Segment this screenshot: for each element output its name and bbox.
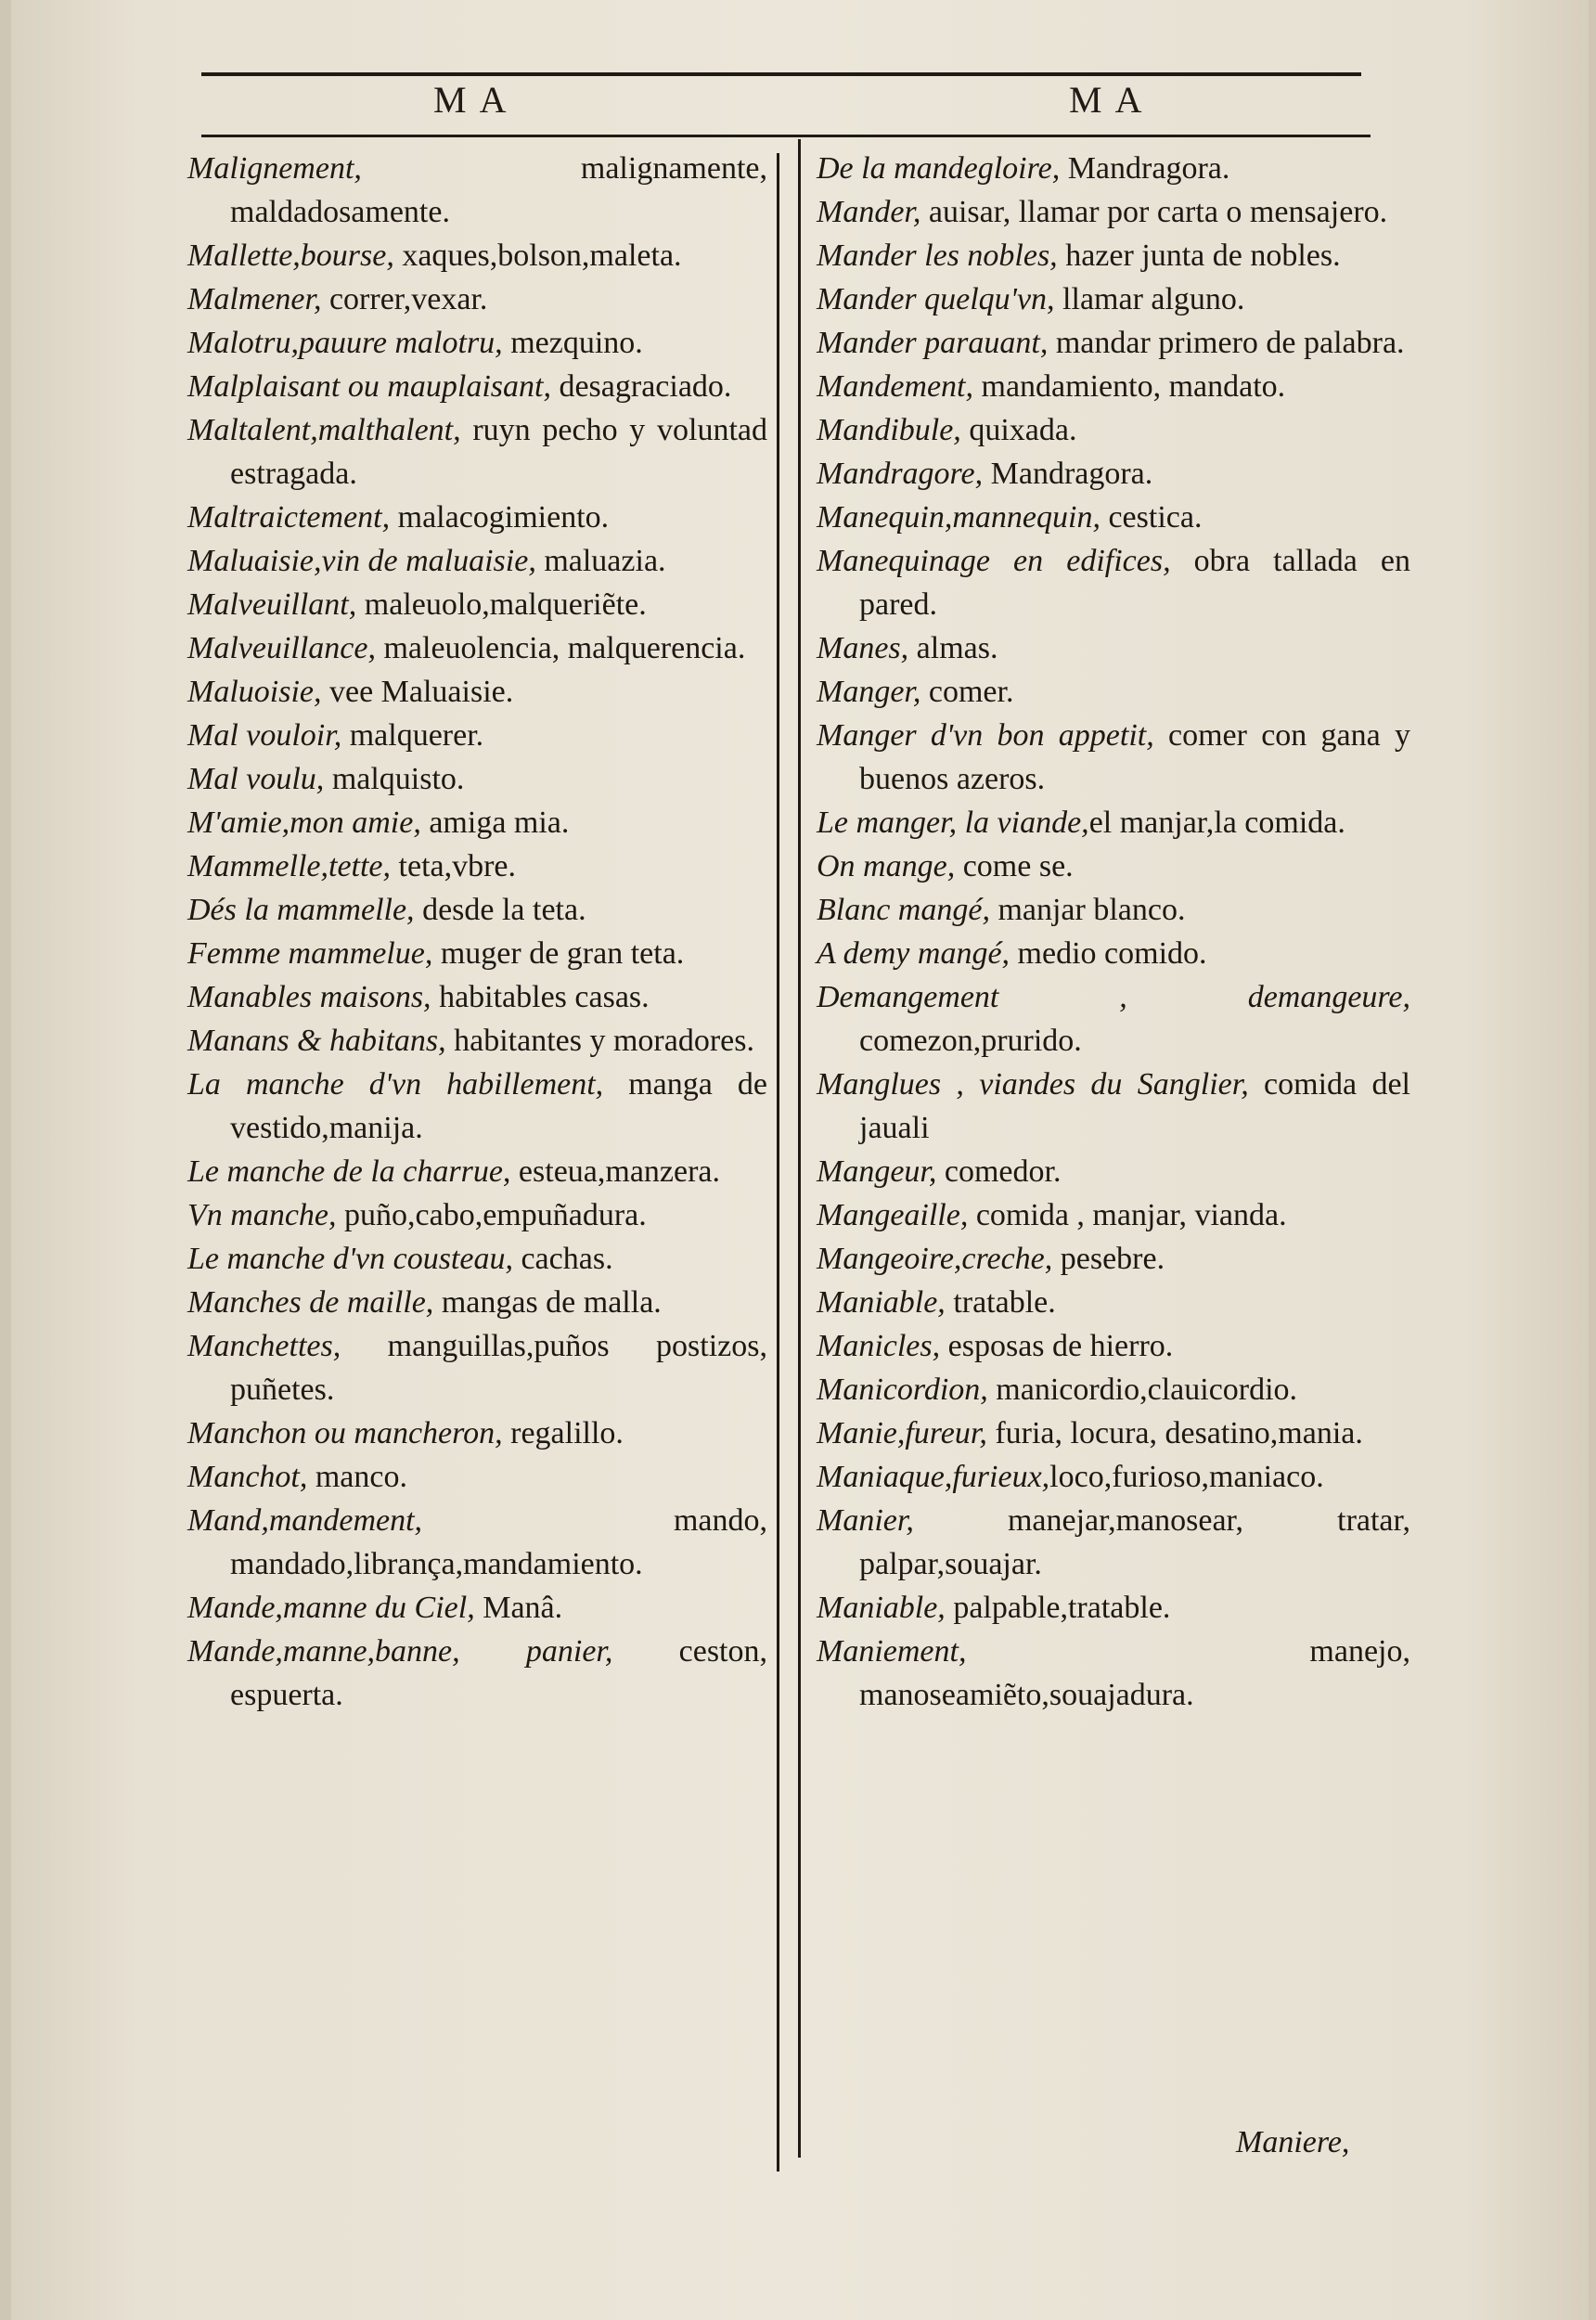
entry-headword: Mal voulu, [187,762,325,796]
dictionary-entry [817,1368,1410,1411]
dictionary-entry [187,539,767,583]
entry-headword: Manger d'vn bon appetit, [817,718,1154,753]
entry-headword: Manequin,mannequin, [817,500,1100,535]
entry-headword: Malplaisant ou mauplaisant, [187,369,551,404]
entry-headword: Mangeoire,creche, [817,1242,1053,1276]
entry-definition: comida del jauali [859,1067,1410,1145]
entry-definition: maleuolo,malqueriẽte. [356,587,647,622]
dictionary-entry [187,1150,767,1193]
entry-definition: obra tallada en pared. [859,544,1410,622]
entry-definition: manejar,manosear, tratar, palpar,souajar. [859,1503,1410,1581]
entry-headword: Malotru,pauure malotru, [187,326,503,360]
dictionary-entry [187,1324,767,1411]
entry-definition: teta,vbre. [391,849,517,883]
entry-headword: Mander, [817,195,921,229]
entry-headword: Maniable, [817,1285,946,1320]
entry-headword: Mammelle,tette, [187,849,392,883]
entry-definition: quixada. [960,413,1077,447]
entry-headword: Maltraictement, [187,500,391,535]
entry-definition: cestica. [1100,500,1203,535]
dictionary-entry [187,1586,767,1630]
dictionary-entry [817,1193,1410,1237]
dictionary-entry [187,496,767,539]
dictionary-entry [817,626,1410,670]
entry-definition: esteua,manzera. [510,1154,721,1189]
entry-definition: habitantes y moradores. [445,1024,754,1058]
dictionary-entry [817,1063,1410,1150]
entry-definition: vee Maluaisie. [321,675,514,709]
entry-definition: mezquino. [502,326,643,360]
entry-headword: Blanc mangé, [817,893,990,927]
entry-headword: Mander les nobles, [817,238,1058,273]
entry-definition: xaques,bolson,maleta. [393,238,682,273]
dictionary-entry [187,844,767,888]
entry-definition: desagraciado. [550,369,732,404]
entry-headword: Mande,manne du Ciel, [187,1591,475,1625]
dictionary-entry [817,539,1410,626]
entry-headword: Maniable, [817,1591,946,1625]
entry-headword: Mal vouloir, [187,718,342,753]
dictionary-entry [187,1193,767,1237]
dictionary-entry [187,626,767,670]
dictionary-entry [187,757,767,801]
entry-headword: La manche d'vn habillement, [187,1067,604,1102]
entry-headword: Mallette,bourse, [187,238,394,273]
entry-definition: mando, mandado,librança,mandamiento. [230,1503,767,1581]
dictionary-entry [187,670,767,714]
dictionary-entry [817,365,1410,408]
entry-headword: Manables maisons, [187,980,431,1014]
entry-definition: almas. [908,631,998,665]
dictionary-entry [187,1063,767,1150]
entry-definition: tratable. [945,1285,1056,1320]
entry-headword: Demangement , demangeure, [817,980,1410,1014]
entry-definition: amiga mia. [420,806,570,840]
entry-headword: Manches de maille, [187,1285,434,1320]
dictionary-entry [187,1411,767,1455]
entry-headword: Mandement, [817,369,974,404]
header-rule [201,135,1371,137]
entry-definition: comedor. [936,1154,1062,1189]
dictionary-entry [187,583,767,626]
entry-definition: auisar, llamar por carta o mensajero. [920,195,1388,229]
entry-definition: palpable,tratable. [945,1591,1171,1625]
entry-definition: manga de vestido,manija. [230,1067,768,1145]
entry-headword: De la mandegloire, [817,151,1061,186]
catchword: Maniere, [1236,2125,1350,2159]
entry-headword: Manger, [817,675,921,709]
entry-headword: Manchettes, [187,1329,341,1363]
entry-headword: Mander parauant, [817,326,1049,360]
entry-headword: Maltalent,malthalent, [187,413,461,447]
dictionary-entry [817,1455,1410,1499]
book-page [11,0,1589,2320]
entry-definition: Mandragora. [1060,151,1230,186]
entry-definition: correr,vexar. [321,282,488,316]
dictionary-entry [187,365,767,408]
entry-definition: manguillas,puños postizos, puñetes. [230,1329,767,1407]
running-head-left: MA [433,79,520,121]
dictionary-entry [817,321,1410,365]
entry-definition: ceston, espuerta. [230,1634,767,1712]
dictionary-entry [817,277,1410,321]
dictionary-entry [187,801,767,844]
entry-definition: malquisto. [324,762,465,796]
right-column [817,147,1410,1717]
entry-definition: manicordio,clauicordio. [987,1373,1298,1407]
entry-headword: Vn manche, [187,1198,337,1232]
entry-headword: On mange, [817,849,956,883]
dictionary-entry [817,714,1410,801]
dictionary-entry [817,1499,1410,1586]
dictionary-entry [817,1324,1410,1368]
entry-headword: Manes, [817,631,909,665]
entry-definition: loco,furioso,maniaco. [1049,1460,1324,1494]
dictionary-entry [187,147,767,234]
dictionary-entry [187,888,767,932]
entry-headword: Manchon ou mancheron, [187,1416,503,1450]
dictionary-entry [187,1630,767,1717]
dictionary-entry [187,1019,767,1063]
entry-headword: Malmener, [187,282,322,316]
entry-definition: cachas. [512,1242,613,1276]
dictionary-entry [187,714,767,757]
entry-definition: comer con gana y buenos azeros. [859,718,1411,796]
entry-headword: Manie,fureur, [817,1416,987,1450]
entry-definition: Manâ. [474,1591,563,1625]
dictionary-entry [187,321,767,365]
dictionary-entry [817,1150,1410,1193]
column-divider-left [777,153,779,2172]
entry-definition: manjar blanco. [989,893,1186,927]
entry-headword: Mander quelqu'vn, [817,282,1055,316]
entry-headword: Mande,manne,banne, panier, [187,1634,613,1669]
entry-definition: regalillo. [502,1416,624,1450]
dictionary-entry [187,975,767,1019]
dictionary-entry [817,1411,1410,1455]
dictionary-entry [187,1499,767,1586]
entry-headword: Le manger, la viande, [817,806,1089,840]
entry-definition: mangas de malla. [433,1285,662,1320]
dictionary-entry [817,234,1410,277]
entry-definition: habitables casas. [431,980,650,1014]
entry-definition: medio comido. [1010,936,1207,971]
dictionary-entry [187,1281,767,1324]
dictionary-entry [817,932,1410,975]
dictionary-entry [817,975,1410,1063]
dictionary-entry [817,1237,1410,1281]
dictionary-entry [817,1586,1410,1630]
entry-definition: furia, locura, desatino,mania. [986,1416,1363,1450]
entry-headword: Manicordion, [817,1373,988,1407]
left-column [187,147,767,1717]
dictionary-entry [817,844,1410,888]
column-divider-right [798,139,801,2158]
entry-definition: Mandragora. [983,457,1153,491]
dictionary-entry [817,888,1410,932]
dictionary-entry [817,801,1410,844]
entry-headword: Mangeaille, [817,1198,969,1232]
entry-definition: manejo, manoseamiẽto,souajadura. [859,1634,1410,1712]
dictionary-entry [187,277,767,321]
entry-definition: esposas de hierro. [940,1329,1174,1363]
entry-headword: Dés la mammelle, [187,893,415,927]
entry-definition: ruyn pecho y voluntad estragada. [230,413,767,491]
entry-headword: Manglues , viandes du Sanglier, [817,1067,1249,1102]
entry-definition: hazer junta de nobles. [1057,238,1341,273]
dictionary-entry [817,670,1410,714]
entry-headword: M'amie,mon amie, [187,806,421,840]
entry-definition: comer. [920,675,1014,709]
entry-definition: malquerer. [341,718,484,753]
dictionary-entry [817,190,1410,234]
entry-headword: Manchot, [187,1460,308,1494]
top-rule [201,72,1361,76]
dictionary-entry [187,234,767,277]
entry-headword: Maluaisie,vin de maluaisie, [187,544,536,578]
entry-headword: Mand,mandement, [187,1503,423,1538]
entry-definition: maluazia. [535,544,666,578]
entry-definition: manco. [307,1460,407,1494]
entry-definition: el manjar,la comida. [1088,806,1345,840]
dictionary-entry [187,932,767,975]
entry-headword: A demy mangé, [817,936,1010,971]
entry-headword: Malveuillance, [187,631,376,665]
dictionary-entry [187,408,767,496]
entry-definition: mandar primero de palabra. [1048,326,1405,360]
entry-definition: muger de gran teta. [432,936,685,971]
entry-definition: come se. [955,849,1074,883]
dictionary-entry [187,1455,767,1499]
entry-definition: mandamiento, mandato. [973,369,1286,404]
entry-headword: Maluoisie, [187,675,322,709]
entry-headword: Femme mammelue, [187,936,433,971]
entry-headword: Maniaque,furieux, [817,1460,1050,1494]
entry-headword: Malveuillant, [187,587,357,622]
entry-headword: Le manche de la charrue, [187,1154,511,1189]
dictionary-entry [187,1237,767,1281]
entry-headword: Manier, [817,1503,914,1538]
entry-headword: Le manche d'vn cousteau, [187,1242,513,1276]
entry-definition: comezon,prurido. [859,1024,1082,1058]
entry-definition: malignamente, maldadosamente. [230,151,767,229]
entry-definition: maleuolencia, malquerencia. [375,631,746,665]
entry-definition: desde la teta. [414,893,586,927]
dictionary-entry [817,452,1410,496]
entry-headword: Mangeur, [817,1154,937,1189]
dictionary-entry [817,1281,1410,1324]
entry-headword: Malignement, [187,151,362,186]
entry-headword: Mandragore, [817,457,984,491]
entry-headword: Manicles, [817,1329,941,1363]
dictionary-entry [817,408,1410,452]
dictionary-entry [817,1630,1410,1717]
entry-headword: Maniement, [817,1634,967,1669]
running-head-right: MA [1069,79,1155,121]
entry-definition: puño,cabo,empuñadura. [336,1198,647,1232]
entry-definition: comida , manjar, vianda. [968,1198,1287,1232]
entry-definition: malacogimiento. [390,500,610,535]
dictionary-entry [817,496,1410,539]
entry-headword: Manans & habitans, [187,1024,446,1058]
entry-headword: Mandibule, [817,413,961,447]
dictionary-entry [817,147,1410,190]
entry-definition: llamar alguno. [1054,282,1245,316]
entry-headword: Manequinage en edifices, [817,544,1171,578]
entry-definition: pesebre. [1052,1242,1165,1276]
